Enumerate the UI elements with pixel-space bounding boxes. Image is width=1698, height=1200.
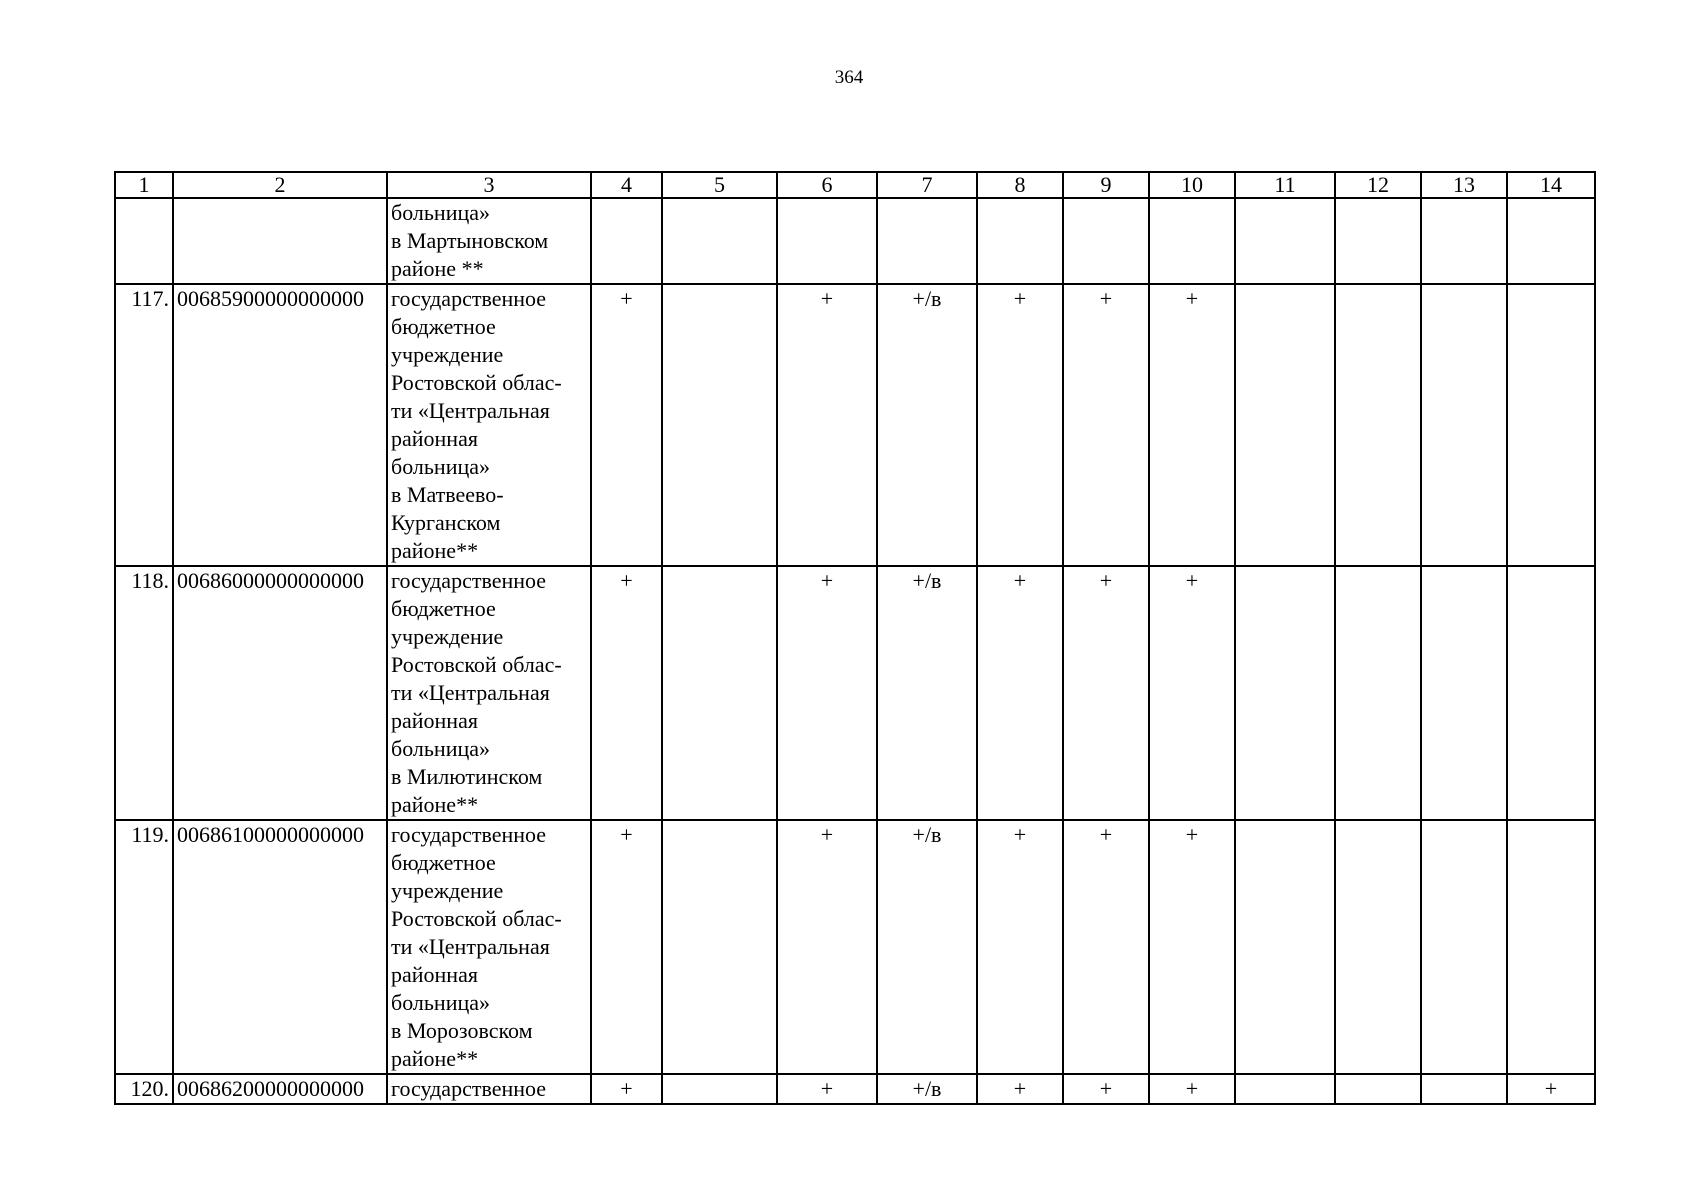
mark-cell (1063, 198, 1149, 284)
mark-cell (1421, 566, 1507, 820)
mark-cell (977, 198, 1063, 284)
mark-cell: + (777, 566, 877, 820)
mark-cell: + (1507, 1074, 1595, 1104)
mark-cell (877, 198, 977, 284)
mark-cell: + (1149, 566, 1235, 820)
mark-cell: + (977, 284, 1063, 566)
column-header: 14 (1507, 172, 1595, 198)
column-header: 10 (1149, 172, 1235, 198)
code-cell: 00686100000000000 (173, 820, 387, 1074)
mark-cell: + (1149, 284, 1235, 566)
row-number-cell: 120. (115, 1074, 173, 1104)
code-cell (173, 198, 387, 284)
mark-cell (1235, 198, 1335, 284)
mark-cell: +/в (877, 566, 977, 820)
mark-cell: + (977, 566, 1063, 820)
mark-cell: + (977, 820, 1063, 1074)
table-row (115, 284, 1595, 566)
institution-name-cell: больница» в Мартыновском районе ** (387, 198, 591, 284)
code-cell: 00685900000000000 (173, 284, 387, 566)
column-header: 1 (115, 172, 173, 198)
mark-cell (1149, 198, 1235, 284)
mark-cell: + (591, 566, 662, 820)
column-header: 11 (1235, 172, 1335, 198)
mark-cell: +/в (877, 820, 977, 1074)
mark-cell: +/в (877, 1074, 977, 1104)
mark-cell: + (591, 1074, 662, 1104)
mark-cell (591, 198, 662, 284)
mark-cell: + (1063, 566, 1149, 820)
mark-cell: + (777, 820, 877, 1074)
column-header: 6 (777, 172, 877, 198)
mark-cell (1335, 820, 1421, 1074)
column-header: 13 (1421, 172, 1507, 198)
mark-cell (1421, 1074, 1507, 1104)
mark-cell: + (1149, 1074, 1235, 1104)
column-header: 8 (977, 172, 1063, 198)
mark-cell: + (591, 820, 662, 1074)
mark-cell (1421, 820, 1507, 1074)
mark-cell (1421, 198, 1507, 284)
table-row (115, 198, 1595, 284)
column-header: 4 (591, 172, 662, 198)
mark-cell (1507, 820, 1595, 1074)
mark-cell: + (977, 1074, 1063, 1104)
row-number-cell: 117. (115, 284, 173, 566)
column-header: 9 (1063, 172, 1149, 198)
mark-cell: + (591, 284, 662, 566)
column-header: 12 (1335, 172, 1421, 198)
mark-cell (1335, 198, 1421, 284)
institution-name-cell: государственное бюджетное учреждение Ростовской облас- ти «Центральная районная больница» в Матвеево- Курганском районе** (387, 284, 591, 566)
column-header: 2 (173, 172, 387, 198)
mark-cell (662, 1074, 777, 1104)
mark-cell: + (1063, 820, 1149, 1074)
mark-cell (1335, 284, 1421, 566)
mark-cell: + (1149, 820, 1235, 1074)
code-cell: 00686200000000000 (173, 1074, 387, 1104)
mark-cell: + (1063, 284, 1149, 566)
register-table (114, 171, 1596, 1105)
column-header: 7 (877, 172, 977, 198)
row-number-cell: 119. (115, 820, 173, 1074)
mark-cell (1507, 284, 1595, 566)
code-cell: 00686000000000000 (173, 566, 387, 820)
row-number-cell (115, 198, 173, 284)
row-number-cell: 118. (115, 566, 173, 820)
mark-cell (1235, 566, 1335, 820)
mark-cell (1507, 566, 1595, 820)
mark-cell (662, 820, 777, 1074)
table-row (115, 820, 1595, 1074)
table-row (115, 1074, 1595, 1104)
mark-cell (662, 198, 777, 284)
table-row (115, 566, 1595, 820)
header-row (115, 172, 1595, 198)
mark-cell (662, 566, 777, 820)
mark-cell (1335, 1074, 1421, 1104)
page-number: 364 (834, 67, 864, 88)
institution-name-cell: государственное (387, 1074, 591, 1104)
institution-name-cell: государственное бюджетное учреждение Ростовской облас- ти «Центральная районная больница» в Морозовском районе** (387, 820, 591, 1074)
mark-cell: + (777, 284, 877, 566)
mark-cell: + (1063, 1074, 1149, 1104)
institution-name-cell: государственное бюджетное учреждение Ростовской облас- ти «Центральная районная больница» в Милютинском районе** (387, 566, 591, 820)
column-header: 3 (387, 172, 591, 198)
mark-cell (1235, 820, 1335, 1074)
mark-cell (1235, 284, 1335, 566)
mark-cell (662, 284, 777, 566)
mark-cell (1421, 284, 1507, 566)
mark-cell (1235, 1074, 1335, 1104)
mark-cell: +/в (877, 284, 977, 566)
mark-cell (1507, 198, 1595, 284)
mark-cell: + (777, 1074, 877, 1104)
mark-cell (777, 198, 877, 284)
mark-cell (1335, 566, 1421, 820)
column-header: 5 (662, 172, 777, 198)
